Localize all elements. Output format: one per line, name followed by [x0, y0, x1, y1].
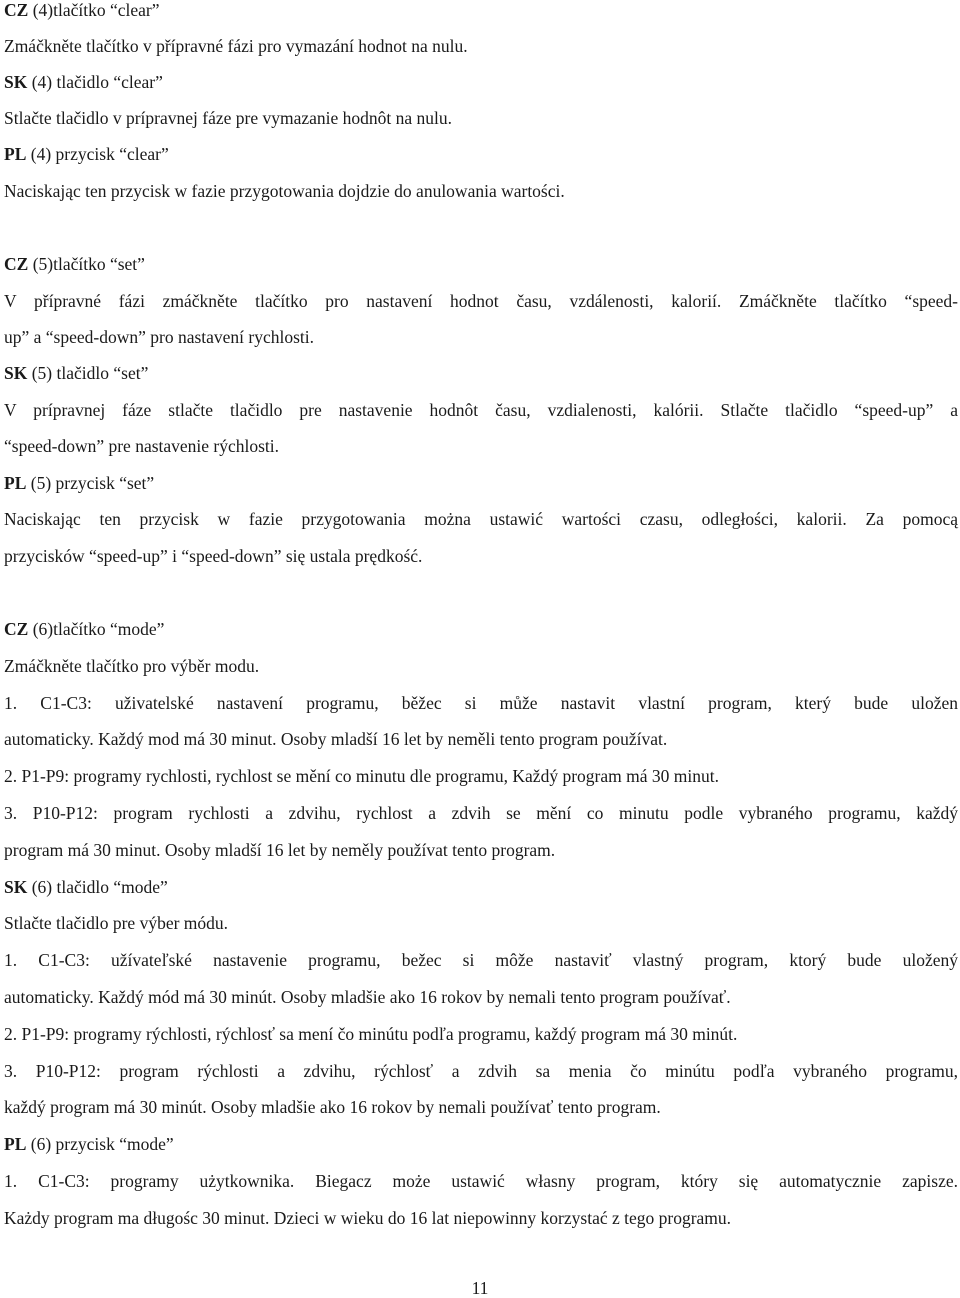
paragraph-line: Stlačte tlačidlo v prípravnej fáze pre vymazanie hodnôt na nulu.: [4, 108, 453, 128]
paragraph-line: przycisków “speed-up” i “speed-down” się ustala prędkość.: [4, 546, 423, 566]
heading-text: (5) tlačidlo “set”: [27, 363, 149, 383]
page-number: 11: [471, 1278, 489, 1298]
lang-code: PL: [4, 144, 27, 164]
heading-text: (4) tlačidlo “clear”: [27, 72, 163, 92]
lang-code: PL: [4, 473, 27, 493]
lang-code: CZ: [4, 619, 29, 639]
paragraph-line: automaticky. Každý mod má 30 minut. Osoby mladší 16 let by neměli tento program používat.: [4, 729, 668, 749]
heading-pl-mode: [4, 1134, 958, 1154]
heading-text: (5)tlačítko “set”: [28, 254, 145, 274]
lang-code: PL: [4, 1134, 27, 1154]
heading-text: (5) przycisk “set”: [26, 473, 155, 493]
heading-cz-mode: [4, 619, 958, 639]
heading-sk-clear: [4, 72, 958, 92]
lang-code: CZ: [4, 0, 29, 20]
paragraph-line: Zmáčkněte tlačítko pro výběr modu.: [4, 656, 260, 676]
lang-code: CZ: [4, 254, 29, 274]
paragraph-line: program má 30 minut. Osoby mladší 16 let by neměly používat tento program.: [4, 840, 556, 860]
paragraph-line: automaticky. Každý mód má 30 minút. Osoby mladšie ako 16 rokov by nemali tento program používať.: [4, 987, 731, 1007]
heading-text: (4) przycisk “clear”: [26, 144, 169, 164]
list-item: 2. P1-P9: programy rýchlosti, rýchlosť sa mení čo minútu podľa programu, každý program má 30 minút.: [4, 1024, 738, 1044]
heading-text: (6) przycisk “mode”: [26, 1134, 174, 1154]
paragraph-line: Każdy program ma długośc 30 minut. Dzieci w wieku do 16 lat niepowinny korzystać z tego programu.: [4, 1208, 732, 1228]
lang-code: SK: [4, 877, 28, 897]
paragraph-line: Naciskając ten przycisk w fazie przygotowania dojdzie do anulowania wartości.: [4, 181, 565, 201]
lang-code: SK: [4, 72, 28, 92]
paragraph-line: “speed-down” pre nastavenie rýchlosti.: [4, 436, 280, 456]
list-item: 1. C1-C3: uživatelské nastavení programu, běžec si může nastavit vlastní program, který bude uložen: [4, 693, 958, 713]
paragraph-line: V přípravné fázi zmáčkněte tlačítko pro nastavení hodnot času, vzdálenosti, kalorií. Zmáčkněte tlačítko “speed-: [4, 291, 958, 311]
heading-cz-set: [4, 254, 958, 274]
lang-code: SK: [4, 363, 28, 383]
list-item: 2. P1-P9: programy rychlosti, rychlost se mění co minutu dle programu, Každý program má 30 minut.: [4, 766, 719, 786]
paragraph-line: up” a “speed-down” pro nastavení rychlosti.: [4, 327, 315, 347]
paragraph-line: Naciskając ten przycisk w fazie przygotowania można ustawić wartości czasu, odległości, kalorii. Za pomocą: [4, 509, 958, 529]
heading-sk-mode: [4, 877, 958, 897]
heading-text: (6)tlačítko “mode”: [28, 619, 165, 639]
list-item: 3. P10-P12: program rychlosti a zdvihu, rychlost a zdvih se mění co minutu podle vybraného programu, každý: [4, 803, 958, 823]
heading-pl-set: [4, 473, 958, 493]
heading-text: (4)tlačítko “clear”: [28, 0, 160, 20]
paragraph-line: Zmáčkněte tlačítko v přípravné fázi pro vymazání hodnot na nulu.: [4, 36, 468, 56]
list-item: 1. C1-C3: užívateľské nastavenie programu, bežec si môže nastaviť vlastný program, ktorý bude uložený: [4, 950, 958, 970]
list-item: 3. P10-P12: program rýchlosti a zdvihu, rýchlosť a zdvih sa menia čo minútu podľa vybraného programu,: [4, 1061, 958, 1081]
heading-cz-clear: [4, 0, 958, 20]
paragraph-line: V prípravnej fáze stlačte tlačidlo pre nastavenie hodnôt času, vzdialenosti, kalórii. Stlačte tlačidlo “speed-up” a: [4, 400, 958, 420]
heading-sk-set: [4, 363, 958, 383]
heading-pl-clear: [4, 144, 958, 164]
heading-text: (6) tlačidlo “mode”: [27, 877, 168, 897]
paragraph-line: Stlačte tlačidlo pre výber módu.: [4, 913, 229, 933]
paragraph-line: každý program má 30 minút. Osoby mladšie ako 16 rokov by nemali používať tento program.: [4, 1097, 661, 1117]
list-item: 1. C1-C3: programy użytkownika. Biegacz może ustawić własny program, który się automatycznie zapisze.: [4, 1171, 958, 1191]
